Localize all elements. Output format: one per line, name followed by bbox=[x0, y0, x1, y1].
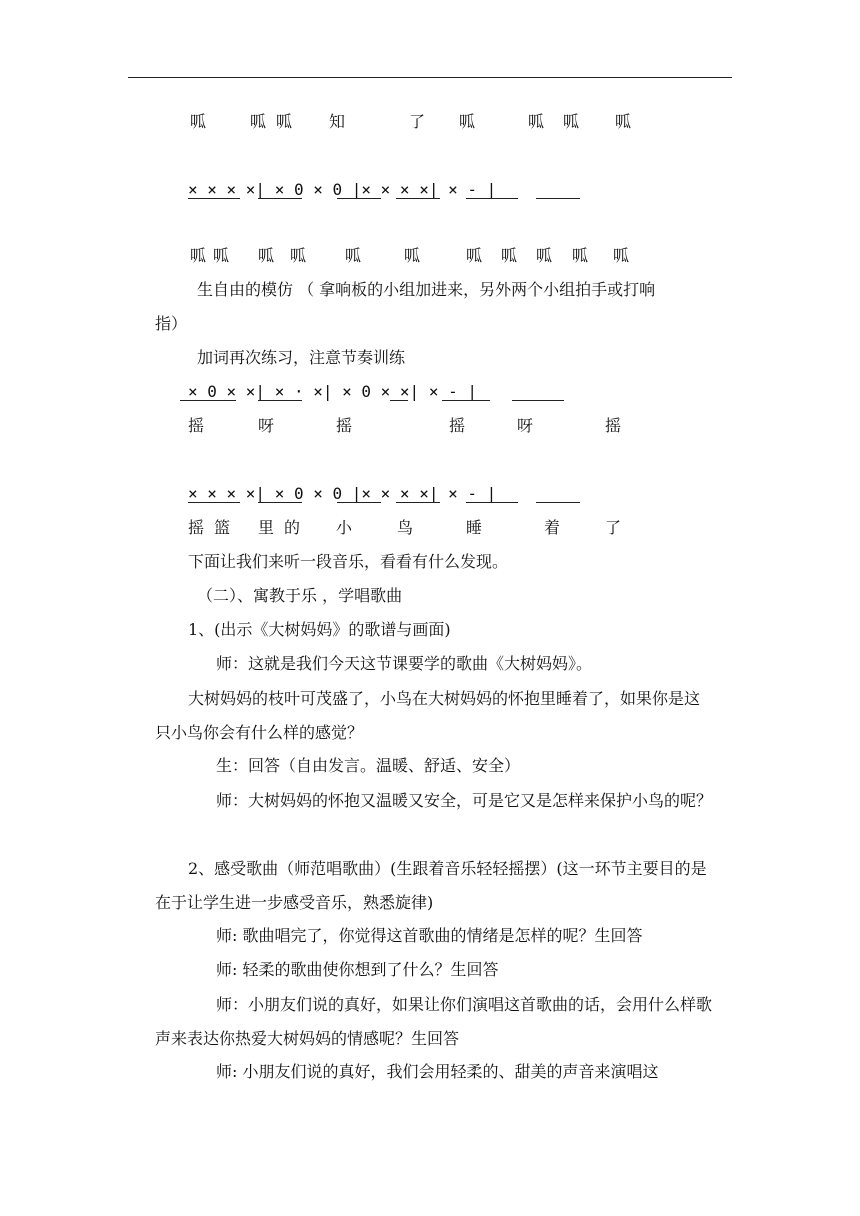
beat-underline bbox=[337, 198, 381, 199]
beat-underline bbox=[466, 502, 518, 503]
student-line-1: 生：回答（自由发言。温暖、舒适、安全） bbox=[216, 756, 521, 775]
syllable: 呱 bbox=[501, 246, 518, 265]
beat-underline bbox=[180, 400, 236, 401]
syllable: 呱 bbox=[536, 246, 553, 265]
rhythm-line-3: × × × ×| × 0 × 0 |× × × ×| × - | bbox=[188, 484, 497, 503]
section-heading-2: （二）、寓教于乐 ，学唱歌曲 bbox=[197, 586, 403, 605]
syllable: 呱 bbox=[615, 112, 632, 131]
teacher-line-5: 师：小朋友们说的真好，如果让你们演唱这首歌曲的话，会用什么样歌声来表达你热爱大树妈妈的情感呢？生回答 bbox=[155, 995, 713, 1048]
beat-underline bbox=[536, 198, 580, 199]
lyric: 摇 bbox=[449, 416, 466, 435]
syllable: 知 bbox=[329, 112, 346, 131]
lyric: 篮 bbox=[214, 518, 231, 537]
syllable: 呱 bbox=[613, 246, 630, 265]
lyric: 摇 bbox=[188, 518, 205, 537]
syllable: 呱 bbox=[213, 246, 230, 265]
syllable: 呱 bbox=[459, 112, 476, 131]
beat-underline bbox=[337, 502, 381, 503]
syllable: 了 bbox=[409, 112, 426, 131]
lyric: 摇 bbox=[336, 416, 353, 435]
syllable: 呱 bbox=[563, 112, 580, 131]
beat-underline bbox=[258, 502, 302, 503]
lyric: 了 bbox=[605, 518, 622, 537]
beat-underline bbox=[396, 198, 440, 199]
beat-underline bbox=[258, 400, 302, 401]
lyric: 呀 bbox=[517, 416, 534, 435]
syllable: 呱 bbox=[572, 246, 589, 265]
beat-underline bbox=[536, 502, 580, 503]
paragraph-bird: 大树妈妈的枝叶可茂盛了，小鸟在大树妈妈的怀抱里睡着了，如果你是这只小鸟你会有什么样的感觉？ bbox=[155, 689, 701, 742]
lyric: 睡 bbox=[466, 518, 483, 537]
beat-underline bbox=[466, 198, 518, 199]
item-2: 2、感受歌曲（师范唱歌曲）(生跟着音乐轻轻摇摆）(这一环节主要目的是在于让学生进一步感受音乐，熟悉旋律) bbox=[155, 859, 707, 912]
teacher-line-6: 师: 小朋友们说的真好，我们会用轻柔的、甜美的声音来演唱这 bbox=[216, 1062, 659, 1081]
beat-underline bbox=[512, 400, 564, 401]
lyric: 小 bbox=[336, 518, 353, 537]
lyric: 摇 bbox=[188, 416, 205, 435]
teacher-line-3: 师: 歌曲唱完了，你觉得这首歌曲的情绪是怎样的呢？生回答 bbox=[216, 926, 643, 945]
lyric: 的 bbox=[284, 518, 301, 537]
beat-underline bbox=[188, 198, 240, 199]
beat-underline bbox=[188, 502, 240, 503]
beat-underline bbox=[396, 502, 440, 503]
syllable: 呱 bbox=[466, 246, 483, 265]
paragraph-listen: 下面让我们来听一段音乐，看看有什么发现。 bbox=[188, 552, 509, 571]
paragraph-imitate: 生自由的模仿 （ 拿响板的小组加进来，另外两个小组拍手或打响 bbox=[197, 280, 656, 299]
syllable: 呱 bbox=[345, 246, 362, 265]
syllable: 呱 bbox=[250, 112, 267, 131]
beat-underline bbox=[390, 400, 408, 401]
lyric: 摇 bbox=[605, 416, 622, 435]
syllable: 呱 bbox=[404, 246, 421, 265]
paragraph-imitate-cont: 指） bbox=[155, 314, 188, 333]
lyric: 鸟 bbox=[397, 518, 414, 537]
item-1: 1、(出示《大树妈妈》的歌谱与画面) bbox=[188, 620, 451, 639]
rhythm-line-2: × 0 × ×| × · ×| × 0 × ×| × - | bbox=[188, 382, 477, 401]
syllable: 呱 bbox=[528, 112, 545, 131]
lyric: 着 bbox=[544, 518, 561, 537]
rhythm-line-1: × × × ×| × 0 × 0 |× × × ×| × - | bbox=[188, 180, 497, 199]
teacher-line-4: 师: 轻柔的歌曲使你想到了什么？生回答 bbox=[216, 960, 499, 979]
syllable: 呱 bbox=[190, 112, 207, 131]
teacher-line-1: 师：这就是我们今天这节课要学的歌曲《大树妈妈》。 bbox=[216, 654, 593, 673]
paragraph-words: 加词再次练习，注意节奏训练 bbox=[197, 348, 406, 367]
teacher-line-2: 师：大树妈妈的怀抱又温暖又安全，可是它又是怎样来保护小鸟的呢？ bbox=[216, 791, 713, 810]
syllable: 呱 bbox=[276, 112, 293, 131]
lyric: 呀 bbox=[258, 416, 275, 435]
header-rule bbox=[128, 77, 732, 78]
syllable: 呱 bbox=[290, 246, 307, 265]
syllable: 呱 bbox=[190, 246, 207, 265]
beat-underline bbox=[258, 198, 302, 199]
lyric: 里 bbox=[258, 518, 275, 537]
syllable: 呱 bbox=[258, 246, 275, 265]
beat-underline bbox=[442, 400, 490, 401]
